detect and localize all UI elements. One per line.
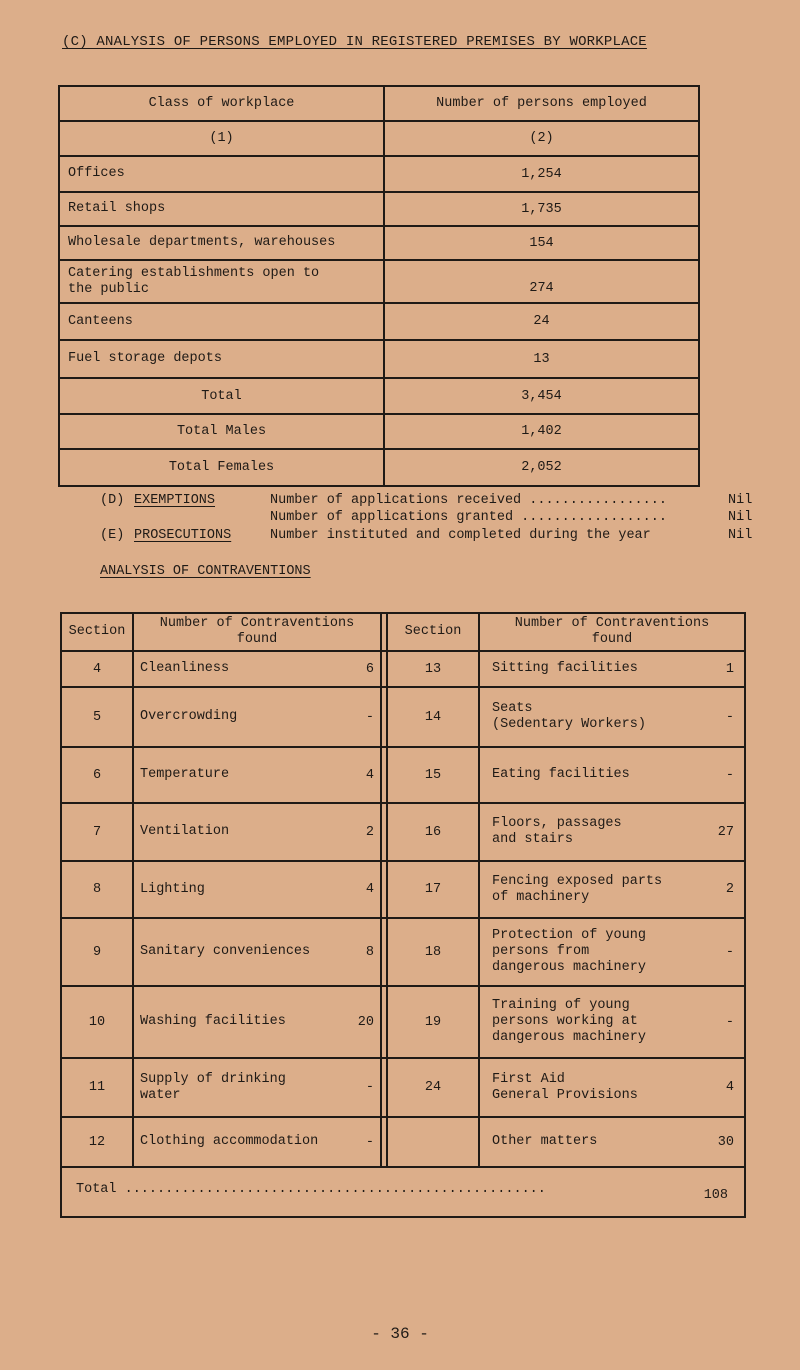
contravention-name: Training of young persons working at dangerous machinery — [492, 998, 646, 1045]
section-number: 24 — [387, 1058, 479, 1117]
contravention-count: - — [365, 1080, 374, 1095]
total-row — [59, 414, 699, 449]
section-number: 16 — [387, 803, 479, 861]
contravention-cell — [133, 651, 381, 687]
contravention-count: 2 — [725, 882, 734, 897]
header-cell: Number of Contraventions found — [133, 613, 381, 651]
persons-employed: 154 — [384, 226, 699, 260]
workplace-table — [58, 85, 700, 487]
contravention-cell — [133, 747, 381, 803]
contravention-name: Temperature — [140, 767, 230, 782]
contravention-cell — [479, 803, 745, 861]
header-row — [59, 86, 699, 121]
exemptions-granted-value: Nil — [728, 510, 753, 525]
section-number: 4 — [61, 651, 133, 687]
prosecutions-marker: (E) — [100, 528, 125, 543]
contravention-cell — [133, 1058, 381, 1117]
contravention — [140, 944, 374, 960]
total-row — [59, 449, 699, 486]
header-class — [59, 86, 384, 121]
contravention — [140, 1134, 374, 1150]
prosecutions-text: Number instituted and completed during the year — [270, 528, 651, 543]
contravention-cell — [133, 918, 381, 986]
section-number: 5 — [61, 687, 133, 747]
contravention — [140, 1072, 374, 1104]
table-row — [61, 803, 745, 861]
contravention-name: Overcrowding — [140, 709, 238, 724]
section-number: 15 — [387, 747, 479, 803]
workplace-class: Offices — [59, 156, 384, 192]
contravention — [492, 816, 734, 848]
contravention — [492, 928, 734, 976]
exemptions-heading: EXEMPTIONS — [134, 493, 216, 508]
table-row — [61, 861, 745, 918]
table-row — [61, 918, 745, 986]
contravention — [140, 824, 374, 840]
total-cell — [61, 1167, 745, 1217]
contravention-count: 27 — [717, 824, 734, 840]
total-value: 108 — [703, 1187, 728, 1203]
contravention-name: Seats (Sedentary Workers) — [492, 701, 646, 732]
table-row — [61, 986, 745, 1058]
contravention-name: Supply of drinking water — [140, 1071, 286, 1103]
section-number: 8 — [61, 861, 133, 918]
contravention — [140, 709, 374, 725]
contravention-cell — [133, 861, 381, 918]
table-row — [61, 1117, 745, 1167]
contravention — [492, 874, 734, 906]
persons-employed: 1,735 — [384, 192, 699, 226]
contravention-count: - — [725, 1014, 734, 1030]
contravention-cell — [479, 1058, 745, 1117]
contravention-count: - — [365, 709, 374, 725]
contravention-count: 2 — [365, 824, 374, 840]
section-number — [387, 1117, 479, 1167]
contravention-count: 30 — [717, 1134, 734, 1150]
header-count — [384, 86, 699, 121]
contravention — [140, 661, 374, 677]
prosecutions-heading: PROSECUTIONS — [134, 528, 232, 543]
contravention — [140, 882, 374, 898]
section-number: 19 — [387, 986, 479, 1058]
column-number-row — [59, 121, 699, 156]
contravention-cell — [479, 747, 745, 803]
section-number: 11 — [61, 1058, 133, 1117]
contravention-cell — [133, 803, 381, 861]
contravention-name: Lighting — [140, 881, 205, 897]
workplace-class: Catering establishments open to the public — [59, 260, 384, 303]
contravention-name: Clothing accommodation — [140, 1134, 319, 1149]
contravention-cell — [479, 1117, 745, 1167]
header-cell: Section — [61, 613, 133, 651]
persons-employed: 24 — [384, 303, 699, 340]
total-label: Total Females — [59, 449, 384, 486]
contravention-name: Eating facilities — [492, 767, 630, 782]
exemptions-marker: (D) — [100, 493, 125, 508]
contraventions-table — [60, 612, 746, 1218]
section-number: 9 — [61, 918, 133, 986]
total — [68, 1182, 738, 1203]
workplace-class: Fuel storage depots — [59, 340, 384, 378]
persons-employed: 274 — [384, 260, 699, 303]
contravention-cell — [479, 918, 745, 986]
table-row — [59, 340, 699, 378]
section-number: 13 — [387, 651, 479, 687]
section-number: 12 — [61, 1117, 133, 1167]
contravention-cell — [133, 1117, 381, 1167]
exemptions-prosecutions — [100, 492, 760, 562]
contravention-count: 4 — [365, 882, 374, 897]
table-row — [61, 687, 745, 747]
table-row — [61, 651, 745, 687]
total-row — [61, 1167, 745, 1217]
exemptions-received: Number of applications received ................. — [270, 493, 667, 508]
contravention-name: Sitting facilities — [492, 661, 638, 676]
section-number: 10 — [61, 986, 133, 1058]
contravention-count: 8 — [365, 944, 374, 960]
contravention-count: - — [725, 944, 734, 960]
contravention — [492, 661, 734, 677]
contravention-count: - — [725, 767, 734, 783]
total-label: Total Males — [59, 414, 384, 449]
table-row — [59, 226, 699, 260]
total-value: 2,052 — [384, 449, 699, 486]
contravention — [140, 767, 374, 783]
header-row — [61, 613, 745, 651]
contravention-name: Protection of young persons from dangerous machinery — [492, 928, 646, 975]
exemptions-received-value: Nil — [728, 493, 753, 508]
contravention-count: 1 — [725, 661, 734, 677]
contravention-cell — [479, 687, 745, 747]
header-cell: Number of Contraventions found — [479, 613, 745, 651]
contravention-name: Cleanliness — [140, 661, 230, 676]
contravention-cell — [479, 861, 745, 918]
contravention-name: Sanitary conveniences — [140, 944, 311, 959]
section-number: 18 — [387, 918, 479, 986]
section-number: 17 — [387, 861, 479, 918]
table-row — [59, 156, 699, 192]
section-number: 14 — [387, 687, 479, 747]
total-label: Total .................................................... — [76, 1181, 546, 1197]
header-count-label: Number of persons employed — [436, 96, 647, 111]
contravention — [492, 1134, 734, 1150]
section-number: 6 — [61, 747, 133, 803]
contravention-count: 4 — [725, 1080, 734, 1095]
contravention-cell — [479, 651, 745, 687]
section-title: (C) ANALYSIS OF PERSONS EMPLOYED IN REGISTERED PREMISES BY WORKPLACE — [62, 34, 647, 50]
table-row — [59, 192, 699, 226]
contravention-cell — [133, 986, 381, 1058]
table-row — [59, 303, 699, 340]
persons-employed: 1,254 — [384, 156, 699, 192]
total-row — [59, 378, 699, 414]
contravention — [492, 767, 734, 783]
contravention — [492, 701, 734, 733]
col-number-1: (1) — [59, 121, 384, 156]
contravention-name: Fencing exposed parts of machinery — [492, 873, 663, 905]
section-number: 7 — [61, 803, 133, 861]
table-row — [61, 1058, 745, 1117]
contravention-name: Washing facilities — [140, 1014, 286, 1029]
col-number-2: (2) — [384, 121, 699, 156]
header-class-label: Class of workplace — [148, 96, 295, 111]
contraventions-heading: ANALYSIS OF CONTRAVENTIONS — [100, 564, 311, 579]
prosecutions-value: Nil — [728, 528, 753, 543]
contravention-cell — [479, 986, 745, 1058]
workplace-class: Canteens — [59, 303, 384, 340]
contravention-count: - — [725, 709, 734, 725]
contravention-count: - — [365, 1134, 374, 1150]
contravention-count: 4 — [365, 767, 374, 783]
total-value: 1,402 — [384, 414, 699, 449]
contravention-name: Floors, passages and stairs — [492, 816, 622, 847]
table-row — [61, 747, 745, 803]
table-row — [59, 260, 699, 303]
contravention — [140, 1014, 374, 1030]
contravention-count: 20 — [357, 1014, 374, 1030]
contravention-name: Other matters — [492, 1134, 598, 1149]
workplace-class: Wholesale departments, warehouses — [59, 226, 384, 260]
contravention — [492, 998, 734, 1046]
contravention-count: 6 — [365, 661, 374, 677]
contravention — [492, 1072, 734, 1104]
total-value: 3,454 — [384, 378, 699, 414]
workplace-class: Retail shops — [59, 192, 384, 226]
contravention-name: First Aid General Provisions — [492, 1071, 638, 1103]
contravention-name: Ventilation — [140, 824, 230, 839]
header-cell: Section — [387, 613, 479, 651]
contravention-cell — [133, 687, 381, 747]
exemptions-granted: Number of applications granted .................. — [270, 510, 667, 525]
page-number: - 36 - — [371, 1325, 429, 1343]
persons-employed: 13 — [384, 340, 699, 378]
total-label: Total — [59, 378, 384, 414]
